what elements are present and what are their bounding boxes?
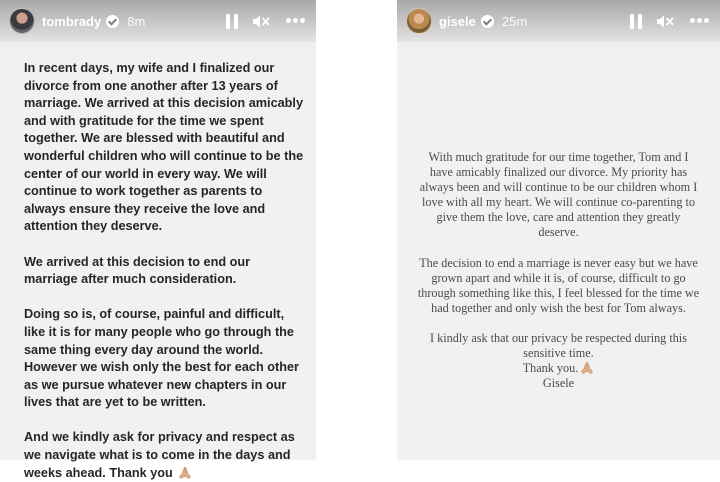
message-paragraph: With much gratitude for our time together, Tom and I have amicably finalized our divorce. My priority has always been and will continue to be our children whom I love with all my heart. We will continue co-parenting to give them the love, care and attention they greatly deserve.	[419, 150, 698, 240]
mute-icon[interactable]	[656, 14, 674, 29]
story-gisele[interactable]	[397, 0, 720, 460]
closing-text: Thank you.	[522, 361, 579, 376]
username[interactable]: tombrady	[42, 13, 102, 29]
message-text: And we kindly ask for privacy and respect as we navigate what is to come in the days and weeks ahead. Thank you	[24, 430, 295, 480]
avatar[interactable]	[9, 8, 35, 34]
timestamp: 8m	[127, 13, 146, 29]
story-message	[417, 150, 700, 392]
story-header	[397, 0, 720, 42]
mute-icon[interactable]	[252, 14, 270, 29]
story-tombrady[interactable]	[0, 0, 316, 480]
message-paragraph: We arrived at this decision to end our marriage after much consideration.	[24, 254, 251, 287]
closing-line	[417, 361, 700, 376]
timestamp: 25m	[501, 13, 528, 29]
username[interactable]: gisele	[439, 13, 476, 29]
message-paragraph: In recent days, my wife and I finalized our divorce from one another after 13 years of marriage. We arrived at this decision amicably and with gratitude for the time we spent together. We are blessed with beautiful and wonderful children who will continue to be the center of our world in every way. We will continue to work together as parents to always ensure they receive the love and attention they deserve.	[24, 61, 304, 234]
story-header	[0, 0, 316, 42]
praying-hands-icon	[580, 361, 594, 374]
story-message	[24, 60, 306, 482]
pause-icon[interactable]	[226, 14, 238, 29]
message-paragraph: The decision to end a marriage is never easy but we have grown apart and while it is, of course, difficult to go through something like this, I feel blessed for the time we had together and only wish the best for Tom always.	[417, 255, 700, 315]
message-paragraph-last	[24, 429, 306, 482]
message-paragraph: Doing so is, of course, painful and difficult, like it is for many people who go through the same thing every day around the world. However we wish only the best for each other as we pursue whatever new chapters in our lives that are yet to be written.	[24, 307, 299, 410]
verified-badge-icon	[106, 15, 119, 28]
more-icon[interactable]	[286, 18, 306, 24]
signature: Gisele	[542, 376, 575, 391]
pause-icon[interactable]	[630, 14, 642, 29]
more-icon[interactable]	[690, 18, 710, 24]
avatar[interactable]	[406, 8, 432, 34]
message-paragraph: I kindly ask that our privacy be respected during this sensitive time.	[430, 331, 687, 361]
praying-hands-icon	[178, 466, 192, 479]
verified-badge-icon	[481, 15, 494, 28]
